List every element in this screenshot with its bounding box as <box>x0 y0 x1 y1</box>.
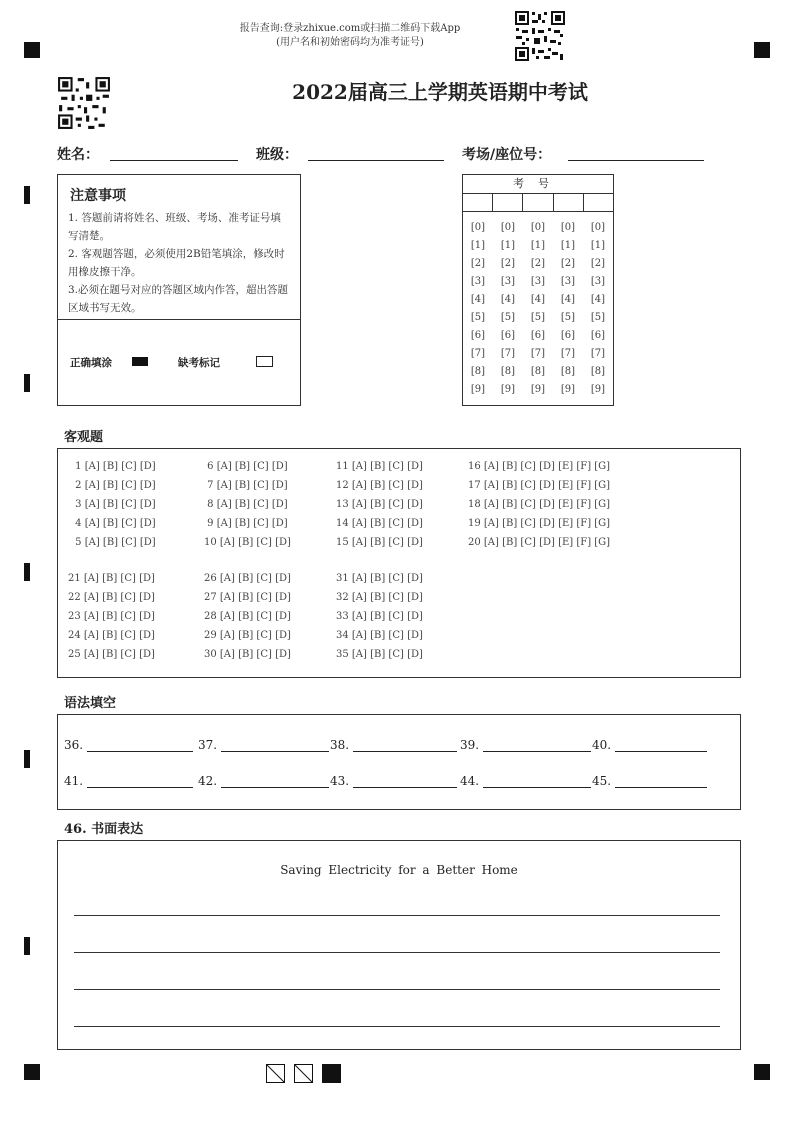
question-row[interactable]: 26 [A] [B] [C] [D] <box>204 573 291 584</box>
question-row[interactable]: 32 [A] [B] [C] [D] <box>336 592 423 603</box>
class-field[interactable] <box>308 160 444 161</box>
seat-label: 考场/座位号： <box>462 147 552 163</box>
grammar-answer-line[interactable] <box>87 773 193 788</box>
notice-divider <box>58 319 300 320</box>
grammar-answer-line[interactable] <box>615 773 707 788</box>
question-group <box>468 457 610 552</box>
name-label: 姓名： <box>57 147 99 163</box>
question-row[interactable]: 10 [A] [B] [C] [D] <box>204 537 291 548</box>
question-row[interactable]: 25 [A] [B] [C] [D] <box>68 649 155 660</box>
exam-id-bubbles <box>463 219 613 399</box>
exam-id-digit-bubble[interactable]: [2] <box>530 258 546 269</box>
grammar-blank-number: 45. <box>592 774 615 788</box>
exam-id-digit-bubble[interactable]: [1] <box>560 240 576 251</box>
grammar-blank <box>64 773 193 788</box>
exam-id-digit-bubble[interactable]: [6] <box>530 330 546 341</box>
grammar-blank-number: 44. <box>460 774 483 788</box>
exam-id-column <box>463 219 493 399</box>
question-row[interactable]: 7 [A] [B] [C] [D] <box>204 480 288 491</box>
exam-id-cell[interactable] <box>493 193 523 211</box>
correct-fill-example <box>132 357 148 366</box>
exam-id-digit-bubble[interactable]: [1] <box>530 240 546 251</box>
grammar-answer-line[interactable] <box>353 773 457 788</box>
exam-id-digit-bubble[interactable]: [2] <box>560 258 576 269</box>
correct-fill-label: 正确填涂 <box>70 357 112 369</box>
exam-id-digit-bubble[interactable]: [0] <box>530 222 546 233</box>
question-row[interactable]: 31 [A] [B] [C] [D] <box>336 573 423 584</box>
question-row[interactable]: 14 [A] [B] [C] [D] <box>336 518 423 529</box>
writing-line[interactable] <box>74 952 720 953</box>
timing-bar <box>24 374 30 392</box>
grammar-blank-number: 40. <box>592 738 615 752</box>
exam-id-digit-bubble[interactable]: [3] <box>500 276 516 287</box>
exam-id-digit-bubble[interactable]: [9] <box>470 384 486 395</box>
grammar-blank <box>330 737 457 752</box>
page-marker-slashed-box <box>294 1064 313 1083</box>
question-row[interactable]: 5 [A] [B] [C] [D] <box>72 537 156 548</box>
writing-area <box>57 840 741 1050</box>
exam-title: 2022届高三上学期英语期中考试 <box>292 80 588 104</box>
grammar-blank <box>460 773 591 788</box>
exam-id-digit-bubble[interactable]: [1] <box>590 240 606 251</box>
exam-id-cell[interactable] <box>523 193 553 211</box>
app-qr-code[interactable] <box>514 10 566 62</box>
question-group <box>336 569 423 664</box>
grammar-blank-number: 42. <box>198 774 221 788</box>
question-row[interactable]: 8 [A] [B] [C] [D] <box>204 499 288 510</box>
exam-id-digit-bubble[interactable]: [6] <box>560 330 576 341</box>
grammar-answer-line[interactable] <box>221 773 329 788</box>
exam-id-digit-bubble[interactable]: [5] <box>560 312 576 323</box>
grammar-fill-area <box>57 714 741 810</box>
question-row[interactable]: 11 [A] [B] [C] [D] <box>336 461 423 472</box>
question-row[interactable]: 16 [A] [B] [C] [D] [E] [F] [G] <box>468 461 611 472</box>
essay-title: Saving Electricity for a Better Home <box>280 863 518 877</box>
notice-text <box>68 209 290 317</box>
exam-id-digit-bubble[interactable]: [4] <box>560 294 576 305</box>
page-marker-filled-box <box>322 1064 341 1083</box>
exam-id-digit-bubble[interactable]: [4] <box>500 294 516 305</box>
question-row[interactable]: 21 [A] [B] [C] [D] <box>68 573 155 584</box>
absent-mark-box[interactable] <box>256 356 273 367</box>
exam-id-digit-bubble[interactable]: [9] <box>500 384 516 395</box>
exam-id-cell[interactable] <box>554 193 584 211</box>
question-group <box>72 457 156 552</box>
question-row[interactable]: 30 [A] [B] [C] [D] <box>204 649 291 660</box>
question-row[interactable]: 23 [A] [B] [C] [D] <box>68 611 155 622</box>
exam-id-digit-bubble[interactable]: [9] <box>560 384 576 395</box>
exam-id-digit-bubble[interactable]: [0] <box>470 222 486 233</box>
question-row[interactable]: 9 [A] [B] [C] [D] <box>204 518 288 529</box>
registration-mark-top-right <box>754 42 770 58</box>
exam-id-digit-bubble[interactable]: [2] <box>500 258 516 269</box>
timing-bar <box>24 937 30 955</box>
registration-mark-bottom-left <box>24 1064 40 1080</box>
grammar-blank-number: 39. <box>460 738 483 752</box>
exam-id-digit-bubble[interactable]: [7] <box>530 348 546 359</box>
exam-id-digit-bubble[interactable]: [7] <box>470 348 486 359</box>
notice-item: 2. 客观题答题，必须使用2B铅笔填涂，修改时用橡皮擦干净。 <box>68 248 285 278</box>
timing-bar <box>24 186 30 204</box>
question-row[interactable]: 13 [A] [B] [C] [D] <box>336 499 423 510</box>
grammar-blank-number: 37. <box>198 738 221 752</box>
name-field[interactable] <box>110 160 238 161</box>
question-row[interactable]: 18 [A] [B] [C] [D] [E] [F] [G] <box>468 499 611 510</box>
exam-id-digit-bubble[interactable]: [5] <box>590 312 606 323</box>
report-query-line2: (用户名和初始密码均为准考证号) <box>276 37 424 48</box>
question-row[interactable]: 24 [A] [B] [C] [D] <box>68 630 155 641</box>
exam-id-digit-bubble[interactable]: [8] <box>590 366 606 377</box>
notice-item: 1. 答题前请将姓名、班级、考场、准考证号填写清楚。 <box>68 212 281 242</box>
grammar-answer-line[interactable] <box>87 737 193 752</box>
exam-id-digit-bubble[interactable]: [2] <box>590 258 606 269</box>
grammar-blank-number: 41. <box>64 774 87 788</box>
writing-line[interactable] <box>74 915 720 916</box>
registration-mark-bottom-right <box>754 1064 770 1080</box>
registration-mark-top-left <box>24 42 40 58</box>
grammar-blank <box>330 773 457 788</box>
grammar-answer-line[interactable] <box>483 773 591 788</box>
exam-id-digit-bubble[interactable]: [0] <box>590 222 606 233</box>
exam-id-digit-bubble[interactable]: [8] <box>500 366 516 377</box>
grammar-answer-line[interactable] <box>353 737 457 752</box>
objective-title: 客观题 <box>64 430 104 445</box>
exam-id-digit-bubble[interactable]: [0] <box>560 222 576 233</box>
exam-id-digit-bubble[interactable]: [1] <box>470 240 486 251</box>
exam-id-heading: 考号 <box>463 175 613 194</box>
question-row[interactable]: 29 [A] [B] [C] [D] <box>204 630 291 641</box>
exam-id-digit-bubble[interactable]: [7] <box>500 348 516 359</box>
exam-id-digit-bubble[interactable]: [7] <box>590 348 606 359</box>
grammar-blank <box>592 737 707 752</box>
exam-qr-code[interactable] <box>57 76 111 130</box>
question-row[interactable]: 28 [A] [B] [C] [D] <box>204 611 291 622</box>
question-row[interactable]: 35 [A] [B] [C] [D] <box>336 649 423 660</box>
exam-id-digit-bubble[interactable]: [5] <box>470 312 486 323</box>
question-group <box>204 457 291 552</box>
writing-title: 46. 书面表达 <box>64 822 144 837</box>
question-row[interactable]: 2 [A] [B] [C] [D] <box>72 480 156 491</box>
question-row[interactable]: 20 [A] [B] [C] [D] [E] [F] [G] <box>468 537 611 548</box>
grammar-blank-number: 38. <box>330 738 353 752</box>
exam-id-cell[interactable] <box>584 193 613 211</box>
exam-id-digit-bubble[interactable]: [6] <box>590 330 606 341</box>
exam-id-digit-bubble[interactable]: [8] <box>530 366 546 377</box>
notice-item: 3.必须在题号对应的答题区域内作答，超出答题区域书写无效。 <box>68 284 289 314</box>
question-row[interactable]: 19 [A] [B] [C] [D] [E] [F] [G] <box>468 518 611 529</box>
question-group <box>204 569 291 664</box>
question-row[interactable]: 6 [A] [B] [C] [D] <box>204 461 288 472</box>
timing-bar <box>24 750 30 768</box>
writing-line[interactable] <box>74 989 720 990</box>
exam-id-digit-bubble[interactable]: [9] <box>530 384 546 395</box>
question-group <box>68 569 155 664</box>
exam-id-digit-bubble[interactable]: [7] <box>560 348 576 359</box>
grammar-title: 语法填空 <box>64 696 117 711</box>
exam-id-digit-bubble[interactable]: [6] <box>470 330 486 341</box>
question-row[interactable]: 4 [A] [B] [C] [D] <box>72 518 156 529</box>
question-row[interactable]: 3 [A] [B] [C] [D] <box>72 499 156 510</box>
grammar-blank <box>198 737 329 752</box>
question-row[interactable]: 34 [A] [B] [C] [D] <box>336 630 423 641</box>
notice-box <box>57 174 301 406</box>
question-row[interactable]: 1 [A] [B] [C] [D] <box>72 461 156 472</box>
exam-id-digit-bubble[interactable]: [9] <box>590 384 606 395</box>
exam-id-column <box>493 219 523 399</box>
exam-id-write-row <box>463 193 613 212</box>
grammar-answer-line[interactable] <box>483 737 591 752</box>
grammar-blank <box>64 737 193 752</box>
question-group <box>336 457 423 552</box>
grammar-blank-number: 43. <box>330 774 353 788</box>
report-query-line1: 报告查询:登录zhixue.com或扫描二维码下载App <box>239 23 461 34</box>
writing-line[interactable] <box>74 1026 720 1027</box>
exam-id-digit-bubble[interactable]: [1] <box>500 240 516 251</box>
question-row[interactable]: 22 [A] [B] [C] [D] <box>68 592 155 603</box>
grammar-answer-line[interactable] <box>615 737 707 752</box>
exam-id-digit-bubble[interactable]: [5] <box>530 312 546 323</box>
exam-id-cell[interactable] <box>463 193 493 211</box>
exam-id-column <box>523 219 553 399</box>
grammar-blank <box>592 773 707 788</box>
exam-id-digit-bubble[interactable]: [8] <box>560 366 576 377</box>
exam-id-digit-bubble[interactable]: [2] <box>470 258 486 269</box>
seat-field[interactable] <box>568 160 704 161</box>
exam-id-grid <box>462 174 614 406</box>
exam-id-digit-bubble[interactable]: [3] <box>470 276 486 287</box>
question-row[interactable]: 15 [A] [B] [C] [D] <box>336 537 423 548</box>
objective-answer-area <box>57 448 741 678</box>
page-marker-slashed-box <box>266 1064 285 1083</box>
exam-id-digit-bubble[interactable]: [8] <box>470 366 486 377</box>
exam-id-digit-bubble[interactable]: [4] <box>590 294 606 305</box>
question-row[interactable]: 33 [A] [B] [C] [D] <box>336 611 423 622</box>
exam-id-column <box>583 219 613 399</box>
grammar-answer-line[interactable] <box>221 737 329 752</box>
absent-mark-label: 缺考标记 <box>178 357 220 369</box>
question-row[interactable]: 17 [A] [B] [C] [D] [E] [F] [G] <box>468 480 611 491</box>
grammar-blank-number: 36. <box>64 738 87 752</box>
report-query-note <box>200 22 500 50</box>
exam-id-digit-bubble[interactable]: [3] <box>590 276 606 287</box>
exam-id-digit-bubble[interactable]: [3] <box>560 276 576 287</box>
exam-id-digit-bubble[interactable]: [5] <box>500 312 516 323</box>
timing-bar <box>24 563 30 581</box>
class-label: 班级： <box>256 147 298 163</box>
exam-id-digit-bubble[interactable]: [4] <box>470 294 486 305</box>
notice-heading: 注意事项 <box>70 188 126 204</box>
exam-id-digit-bubble[interactable]: [3] <box>530 276 546 287</box>
grammar-blank <box>198 773 329 788</box>
exam-id-digit-bubble[interactable]: [4] <box>530 294 546 305</box>
question-row[interactable]: 27 [A] [B] [C] [D] <box>204 592 291 603</box>
exam-id-digit-bubble[interactable]: [6] <box>500 330 516 341</box>
exam-id-digit-bubble[interactable]: [0] <box>500 222 516 233</box>
question-row[interactable]: 12 [A] [B] [C] [D] <box>336 480 423 491</box>
grammar-blank <box>460 737 591 752</box>
exam-id-column <box>553 219 583 399</box>
